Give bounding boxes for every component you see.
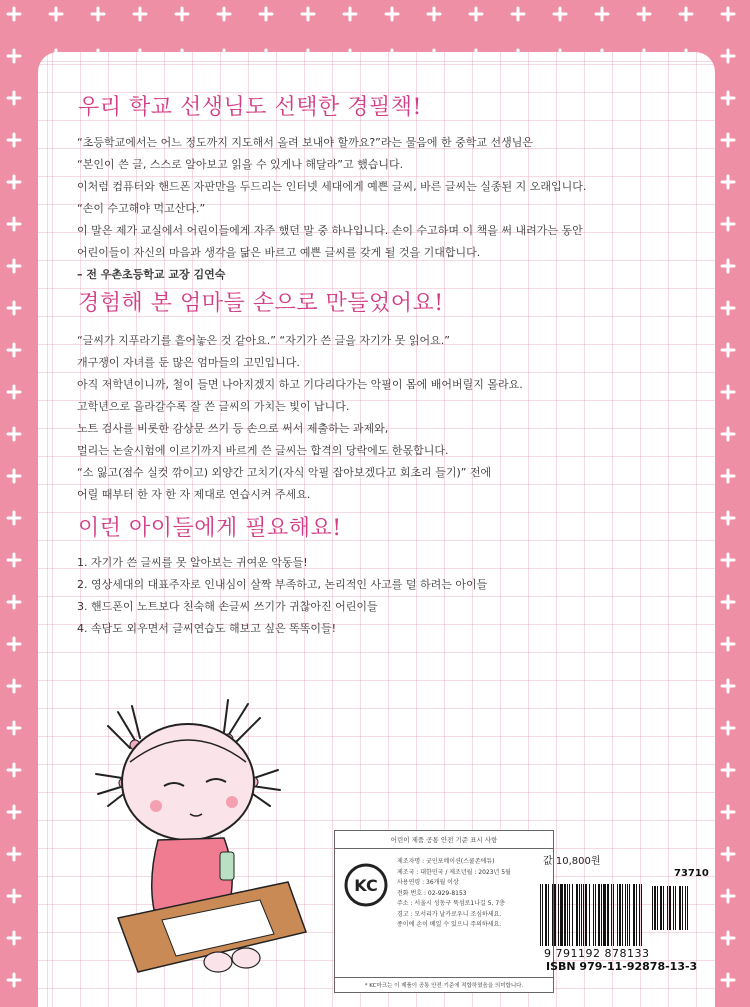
plus-mark xyxy=(134,8,146,20)
barcode-bar xyxy=(589,884,590,946)
plus-mark xyxy=(8,134,20,146)
isbn-barcode xyxy=(538,868,713,998)
plus-mark xyxy=(722,890,734,902)
barcode-bar xyxy=(636,884,637,946)
barcode-bar xyxy=(613,884,614,946)
section-title-moms: 경험해 본 엄마들 손으로 만들었어요! xyxy=(78,291,444,316)
section-title-kids: 이런 아이들에게 필요해요! xyxy=(78,516,342,541)
barcode-bar xyxy=(619,884,621,946)
list-item: 3. 핸드폰이 노트보다 친숙해 손글씨 쓰기가 귀찮아진 어린이들 xyxy=(77,600,378,613)
barcode-bar xyxy=(663,886,664,930)
plus-mark xyxy=(722,302,734,314)
text-line: “손이 수고해야 먹고산다.” xyxy=(77,202,206,215)
plus-mark xyxy=(8,512,20,524)
barcode-bar xyxy=(639,884,640,946)
plus-mark xyxy=(260,8,272,20)
plus-mark xyxy=(8,8,20,20)
barcode-number: 9 791192 878133 xyxy=(544,947,650,960)
section-body-kids xyxy=(77,552,687,640)
plus-mark xyxy=(722,680,734,692)
barcode-bar xyxy=(660,886,662,930)
barcode-bar xyxy=(548,884,549,946)
plus-mark xyxy=(8,848,20,860)
text-line: “초등학교에서는 어느 정도까지 지도해서 올려 보내야 할까요?”라는 물음에 한 중학교 선생님은 xyxy=(77,136,533,149)
plus-mark xyxy=(8,638,20,650)
kc-info-line: 제조자명 : 굿인포메이션(스쿨존에듀) xyxy=(397,858,495,865)
barcode-bar xyxy=(633,884,635,946)
text-line: 이처럼 컴퓨터와 핸드폰 자판만을 두드리는 인터넷 세대에게 예쁜 글씨, 바른 글씨는 실종된 지 오래입니다. xyxy=(77,180,587,193)
barcode-bar xyxy=(627,884,628,946)
barcode-bar xyxy=(682,886,683,930)
plus-mark xyxy=(722,92,734,104)
plus-mark xyxy=(722,428,734,440)
cartoon-girl-illustration xyxy=(78,682,308,992)
plus-mark xyxy=(722,8,734,20)
kc-label-info xyxy=(397,857,511,931)
plus-mark xyxy=(8,596,20,608)
plus-mark xyxy=(218,8,230,20)
plus-mark xyxy=(722,764,734,776)
plus-mark xyxy=(722,218,734,230)
kc-info-line: 경고 : 모서리가 날카로우니 조심하세요. xyxy=(397,910,502,918)
kc-info-line: 종이에 손이 베일 수 있으니 주의하세요. xyxy=(397,921,502,928)
kc-info-line: 사용연령 : 36개월 이상 xyxy=(397,879,459,886)
plus-mark xyxy=(722,722,734,734)
plus-mark xyxy=(8,50,20,62)
barcode-bar xyxy=(564,884,566,946)
plus-mark xyxy=(50,8,62,20)
barcode-bar xyxy=(673,886,674,930)
plus-mark xyxy=(722,638,734,650)
plus-mark xyxy=(386,8,398,20)
plus-mark xyxy=(8,92,20,104)
plus-mark xyxy=(722,50,734,62)
plus-mark xyxy=(722,386,734,398)
barcode-bar xyxy=(622,884,623,946)
text-line: “소 잃고(점수 실컷 깎이고) 외양간 고치기(자식 악필 잡아보겠다고 회초리 들기)” 전에 xyxy=(77,466,492,479)
plus-mark xyxy=(8,722,20,734)
barcode-bar xyxy=(629,884,630,946)
text-line: 어린이들이 자신의 마음과 생각을 닮은 바르고 예쁜 글씨를 갖게 될 것을 기대합니다. xyxy=(77,246,481,259)
plus-mark xyxy=(8,764,20,776)
plus-mark xyxy=(8,974,20,986)
plus-mark xyxy=(722,596,734,608)
text-line: 고학년으로 올라갈수록 잘 쓴 글씨의 가치는 빛이 납니다. xyxy=(77,400,350,413)
barcode-bar xyxy=(598,884,600,946)
list-item: 4. 속담도 외우면서 글씨연습도 해보고 싶은 똑똑이들! xyxy=(77,622,337,635)
plus-mark xyxy=(722,974,734,986)
text-line: 아직 저학년이니까, 철이 들면 나아지겠지 하고 기다리다가는 악필이 몸에 배어버릴지 몰라요. xyxy=(77,378,523,391)
barcode-bar xyxy=(601,884,602,946)
text-line: 노트 검사를 비롯한 감상문 쓰기 등 손으로 써서 제출하는 과제와, xyxy=(77,422,389,435)
plus-mark xyxy=(680,8,692,20)
plus-mark xyxy=(722,176,734,188)
plus-mark xyxy=(8,260,20,272)
barcode-bar xyxy=(581,884,582,946)
barcode-bar xyxy=(567,884,568,946)
kc-label-footer: * KC마크는 이 제품이 공통 안전 기준에 적합하였음을 의미합니다. xyxy=(335,977,553,992)
barcode-bar xyxy=(583,884,584,946)
plus-mark xyxy=(8,176,20,188)
barcode-bar xyxy=(679,886,681,930)
barcode-bar xyxy=(593,884,594,946)
kc-mark-icon xyxy=(343,857,389,913)
barcode-bar xyxy=(669,886,671,930)
barcode-bar xyxy=(558,884,559,946)
barcode-bar xyxy=(579,884,580,946)
section-body-teacher xyxy=(77,132,687,286)
barcode-bar xyxy=(540,884,541,946)
section-title-teacher: 우리 학교 선생님도 선택한 경필책! xyxy=(78,95,422,120)
plus-mark xyxy=(8,428,20,440)
list-item: 2. 영상세대의 대표주자로 인내심이 살짝 부족하고, 논리적인 사고를 덜 하려는 아이들 xyxy=(77,578,488,591)
plus-mark xyxy=(428,8,440,20)
barcode-addon-number: 73710 xyxy=(674,868,709,879)
barcode-addon-bars xyxy=(650,886,706,932)
plus-mark xyxy=(8,806,20,818)
plus-mark xyxy=(722,470,734,482)
plus-mark xyxy=(8,344,20,356)
barcode-bar xyxy=(569,884,570,946)
plus-mark xyxy=(8,302,20,314)
plus-mark xyxy=(722,260,734,272)
plus-mark xyxy=(722,806,734,818)
barcode-bar xyxy=(687,886,688,930)
kc-info-line: 주소 : 서울시 성동구 뚝섬로1나길 5, 7층 xyxy=(397,900,505,907)
plus-mark xyxy=(176,8,188,20)
list-item: 1. 자기가 쓴 글씨를 못 알아보는 귀여운 악동들! xyxy=(77,556,308,569)
barcode-bar xyxy=(554,884,556,946)
price-label: 값 10,800원 xyxy=(543,856,601,867)
plus-mark xyxy=(8,218,20,230)
barcode-bar xyxy=(641,884,642,946)
plus-mark xyxy=(722,554,734,566)
barcode-bar xyxy=(572,884,573,946)
text-line: 이 말은 제가 교실에서 어린이들에게 자주 했던 말 중 하나입니다. 손이 수고하며 이 책을 써 내려가는 동안 xyxy=(77,224,583,237)
text-line: 멀리는 논술시험에 이르기까지 바르게 쓴 글씨는 합격의 당락에도 한몫합니다. xyxy=(77,444,449,457)
plus-mark xyxy=(722,512,734,524)
barcode-bar xyxy=(617,884,618,946)
isbn-text: ISBN 979-11-92878-13-3 xyxy=(546,960,698,973)
barcode-bar xyxy=(625,884,626,946)
plus-mark xyxy=(8,932,20,944)
text-line: “본인이 쓴 글, 스스로 알아보고 읽을 수 있게나 해달라”고 했습니다. xyxy=(77,158,404,171)
kc-label-header: 어린이 제품 공통 안전 기준 표시 사항 xyxy=(335,831,553,849)
barcode-main-bars xyxy=(538,884,648,946)
text-line: 개구쟁이 자녀를 둔 많은 엄마들의 고민입니다. xyxy=(77,356,300,369)
barcode-bar xyxy=(652,886,653,930)
back-cover-panel xyxy=(38,52,715,1007)
barcode-bar xyxy=(545,884,547,946)
attribution: – 전 우촌초등학교 교장 김연숙 xyxy=(77,268,226,281)
plus-mark xyxy=(470,8,482,20)
plus-mark xyxy=(8,890,20,902)
barcode-bar xyxy=(657,886,658,930)
text-line: 어릴 때부터 한 자 한 자 제대로 연습시켜 주세요. xyxy=(77,488,311,501)
barcode-bar xyxy=(542,884,543,946)
barcode-bar xyxy=(603,884,606,946)
plus-mark xyxy=(638,8,650,20)
section-body-moms xyxy=(77,330,687,506)
barcode-bar xyxy=(654,886,656,930)
barcode-bar xyxy=(607,884,609,946)
plus-mark xyxy=(722,134,734,146)
barcode-bar xyxy=(667,886,668,930)
kc-logo-text: KC xyxy=(354,876,378,895)
plus-mark xyxy=(8,470,20,482)
barcode-bar xyxy=(585,884,587,946)
kc-safety-label xyxy=(334,830,554,993)
plus-mark xyxy=(554,8,566,20)
plus-mark xyxy=(512,8,524,20)
plus-mark xyxy=(722,344,734,356)
barcode-bar xyxy=(560,884,563,946)
plus-mark xyxy=(8,680,20,692)
barcode-bar xyxy=(611,884,612,946)
plus-mark xyxy=(722,848,734,860)
barcode-bar xyxy=(685,886,686,930)
text-line: “글씨가 지푸라기를 흩어놓은 것 같아요.” “자기가 쓴 글을 자기가 못 읽어요.” xyxy=(77,334,450,347)
kc-info-line: 전화 번호 : 02-929-8153 xyxy=(397,889,467,897)
barcode-bar xyxy=(552,884,553,946)
plus-mark xyxy=(302,8,314,20)
plus-mark xyxy=(8,386,20,398)
barcode-bar xyxy=(675,886,676,930)
plus-mark xyxy=(344,8,356,20)
plus-mark xyxy=(92,8,104,20)
plus-mark xyxy=(8,554,20,566)
barcode-bar xyxy=(595,884,596,946)
barcode-bar xyxy=(576,884,578,946)
plus-mark xyxy=(722,932,734,944)
kc-info-line: 제조국 : 대한민국 / 제조년월 : 2023년 5월 xyxy=(397,868,511,876)
plus-mark xyxy=(596,8,608,20)
